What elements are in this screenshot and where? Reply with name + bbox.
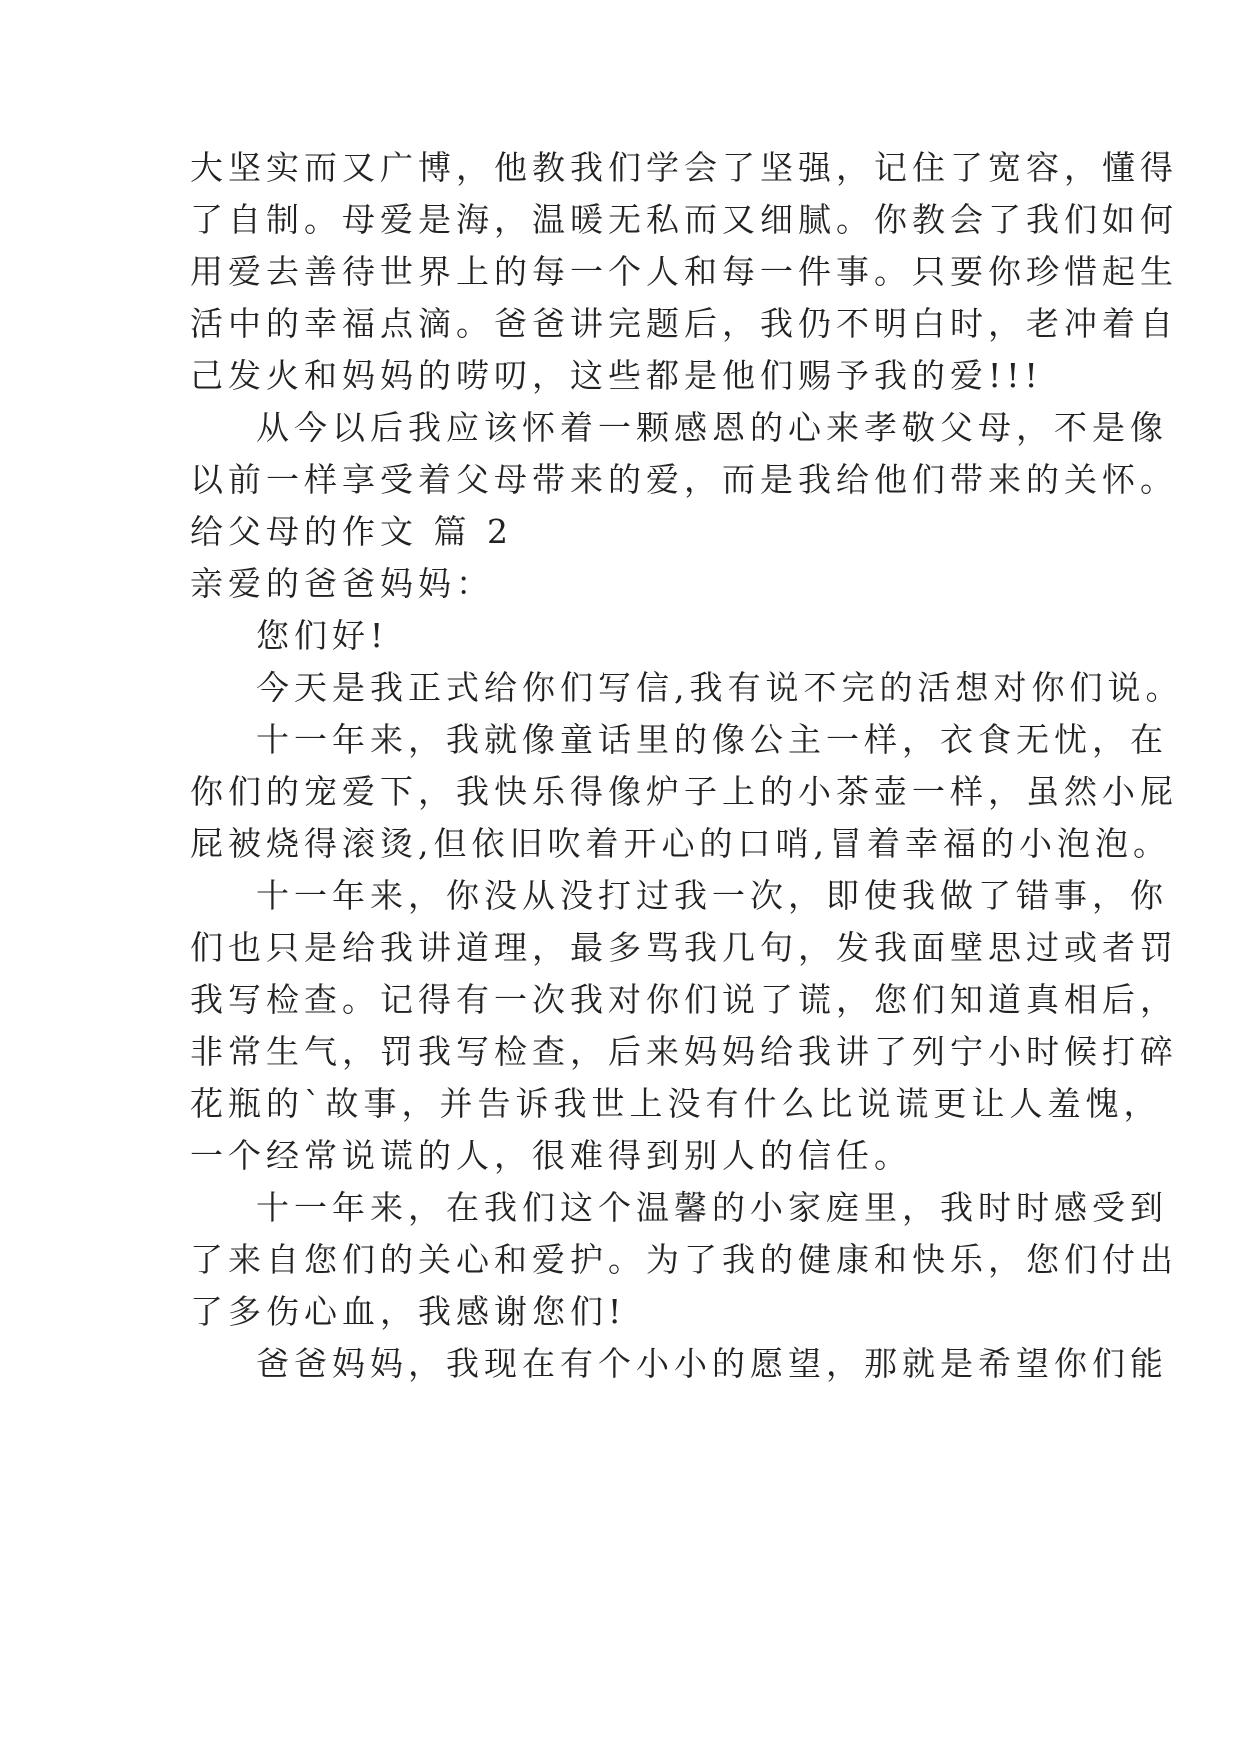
text-line: 了来自您们的关心和爱护。为了我的健康和快乐，您们付出: [190, 1240, 1178, 1279]
text-line: 屁被烧得滚烫,但依旧吹着开心的口哨,冒着幸福的小泡泡。: [190, 824, 1171, 863]
text-line: 了多伤心血，我感谢您们!: [190, 1292, 627, 1331]
text-line: 以前一样享受着父母带来的爱，而是我给他们带来的关怀。: [190, 460, 1178, 499]
text-line: 大坚实而又广博，他教我们学会了坚强，记住了宽容，懂得: [190, 148, 1178, 187]
paragraph-first-line: 今天是我正式给你们写信,我有说不完的活想对你们说。: [256, 668, 1184, 707]
text-line: 了自制。母爱是海，温暖无私而又细腻。你教会了我们如何: [190, 200, 1178, 239]
section-heading: 给父母的作文 篇 2: [190, 512, 513, 551]
text-line: 用爱去善待世界上的每一个人和每一件事。只要你珍惜起生: [190, 252, 1178, 291]
paragraph-first-line: 十一年来，我就像童话里的像公主一样，衣食无忧，在: [256, 720, 1168, 759]
text-line: 活中的幸福点滴。爸爸讲完题后，我仍不明白时，老冲着自: [190, 304, 1178, 343]
text-line: 我写检查。记得有一次我对你们说了谎，您们知道真相后，: [190, 980, 1178, 1019]
text-line: 你们的宠爱下，我快乐得像炉子上的小茶壶一样，虽然小屁: [190, 772, 1178, 811]
text-line: 非常生气，罚我写检查，后来妈妈给我讲了列宁小时候打碎: [190, 1032, 1178, 1071]
paragraph-first-line: 从今以后我应该怀着一颗感恩的心来孝敬父母，不是像: [256, 408, 1168, 447]
paragraph-first-line: 十一年来，你没从没打过我一次，即使我做了错事，你: [256, 876, 1168, 915]
letter-salutation: 亲爱的爸爸妈妈：: [190, 564, 494, 603]
paragraph-first-line: 爸爸妈妈，我现在有个小小的愿望，那就是希望你们能: [256, 1344, 1168, 1383]
paragraph-first-line: 十一年来，在我们这个温馨的小家庭里，我时时感受到: [256, 1188, 1168, 1227]
text-line: 一个经常说谎的人，很难得到别人的信任。: [190, 1136, 912, 1175]
text-line: 花瓶的`故事，并告诉我世上没有什么比说谎更让人羞愧，: [190, 1084, 1162, 1123]
letter-greeting: 您们好!: [256, 616, 389, 655]
text-line: 们也只是给我讲道理，最多骂我几句，发我面壁思过或者罚: [190, 928, 1178, 967]
text-line: 己发火和妈妈的唠叨，这些都是他们赐予我的爱!!!: [190, 356, 1043, 395]
